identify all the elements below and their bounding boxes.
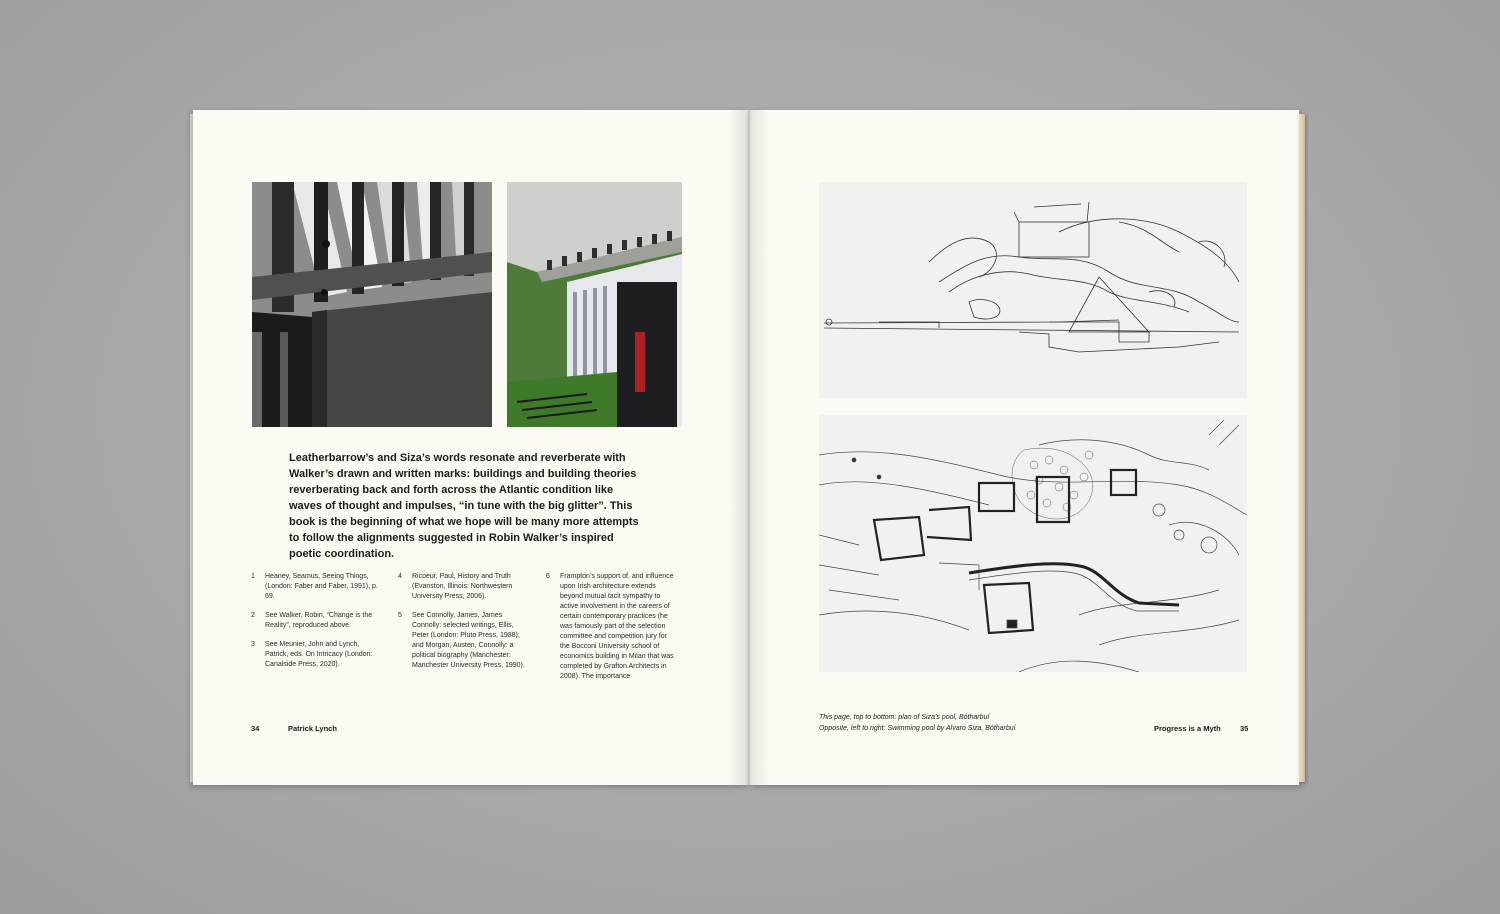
page-number-right: 35 [1240,724,1249,733]
body-paragraph: Leatherbarrow’s and Siza’s words resonate and reverberate with Walker’s drawn and written marks: buildings and building theories reverberating back and forth across the Atlantic condition like waves of thought and impulses, “in tune with the big glitter”. This book is the beginning of what we hope will be many more attempts to follow the alignments suggested in Robin Walker’s inspired poetic coordination. [289,452,639,560]
footnote-text: Frampton’s support of, and influence upon Irish architecture extends beyond mutual tacit sympathy to active involvement in the careers of certain contemporary practices (he was famously part of the selection committee and competition jury for the Bocconi University school of economics building in Milan that was completed by Grafton Architects in 2008). The importance [560,573,674,680]
footnotes-column-3 [546,572,676,691]
footnote-text: Ricoeur, Paul, History and Truth (Evanston, Illinois: Northwestern University Press, 2006). [412,573,513,600]
footnote [398,572,530,602]
footnote [251,572,381,602]
footnote-number: 1 [251,573,255,580]
photo-pool-pavilion-exterior [507,182,682,427]
footnote-number: 3 [251,641,255,648]
site-plan-drawing-bottom [819,415,1247,672]
page-number-left: 34 [251,724,260,733]
footnotes-column-2 [398,572,530,680]
footnote-text: See Connolly, James, James Connolly: selected writings, Ellis, Peter (London: Pluto Press, 1988); and Morgan, Austen, Connolly: a political biography (Manchester: Manchester University Press, 1990). [412,612,525,669]
left-page [193,110,749,785]
footnote [251,611,381,631]
right-page [749,110,1299,785]
footnote-text: See Meunier, John and Lynch, Patrick, eds. On Intricacy (London: Canalside Press, 2020). [265,641,373,668]
caption-line: This page, top to bottom: plan of Siza’s pool, Bótharbuí [819,714,990,721]
page-edges-right [1299,114,1305,782]
caption-line: Opposite, left to right: Swimming pool by Alvaro Siza, Bótharbuí [819,725,1016,732]
footnote [251,640,381,670]
footnote-number: 4 [398,573,402,580]
image-caption [819,712,1016,734]
footnote-number: 6 [546,573,550,580]
book-spread [193,110,1305,787]
author-name: Patrick Lynch [288,724,337,733]
footnote-number: 5 [398,612,402,619]
photo-concrete-canopy-detail [252,182,492,427]
footnote [546,572,676,682]
footnote [398,611,530,671]
site-plan-drawing-top [819,182,1247,398]
footnote-text: Heaney, Seamus, Seeing Things, (London: Faber and Faber, 1991), p. 69. [265,573,378,600]
footnote-number: 2 [251,612,255,619]
running-title: Progress is a Myth [1154,724,1221,733]
footnotes-column-1 [251,572,381,679]
footnote-text: See Walker, Robin, “Change is the Reality”, reproduced above. [265,612,373,629]
